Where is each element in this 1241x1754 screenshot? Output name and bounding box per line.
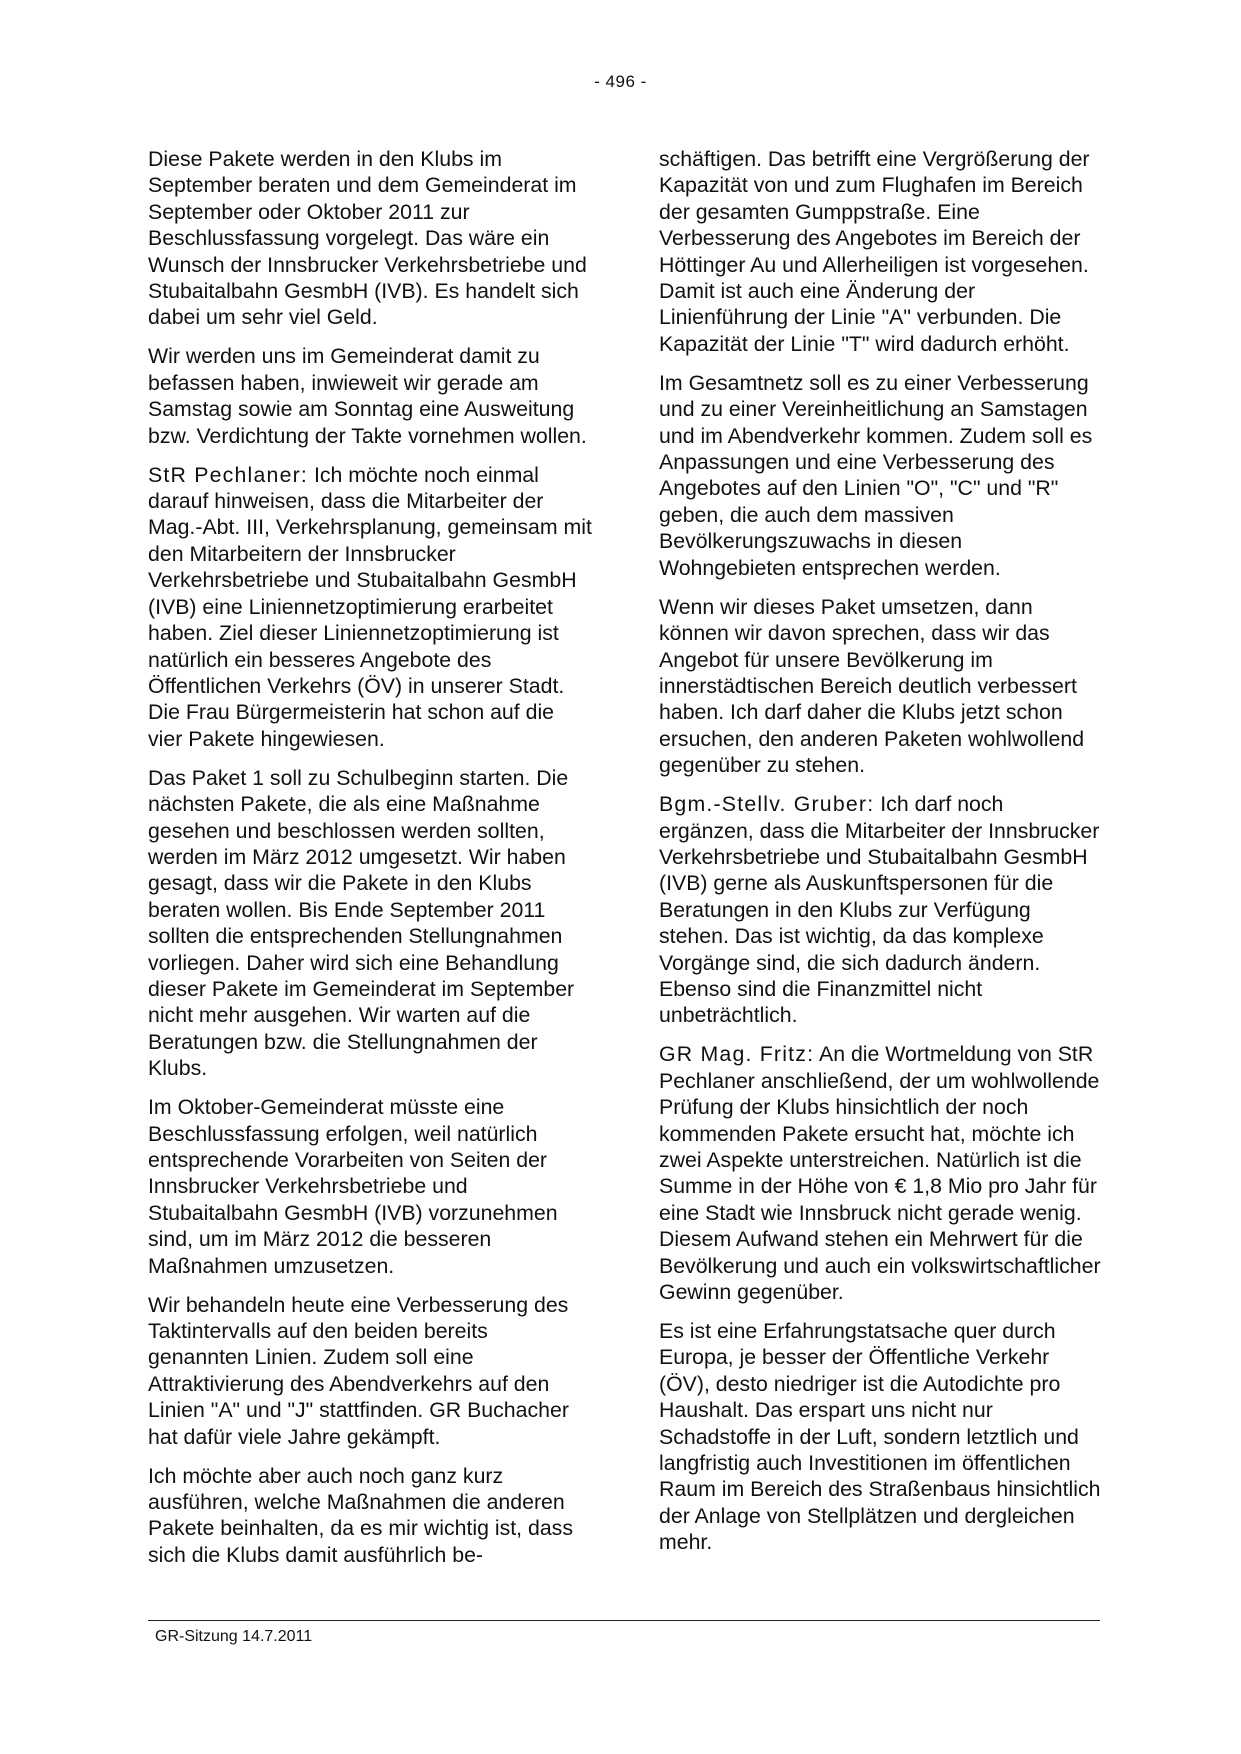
paragraph: Wir werden uns im Gemeinderat damit zu befassen haben, inwieweit wir gerade am Samstag sowie am Sonntag eine Ausweitung bzw. Verdichtung der Takte vornehmen wollen. — [148, 344, 587, 448]
footer-session-label: GR-Sitzung 14.7.2011 — [155, 1628, 313, 1645]
paragraph: Das Paket 1 soll zu Schulbeginn starten. Die nächsten Pakete, die als eine Maßnahme gesehen und beschlossen werden sollten, werden im März 2012 umgesetzt. Wir haben gesagt, dass wir die Pakete in den Klubs beraten wollen. Bis Ende September 2011 sollten die entsprechenden Stellungnahmen vorliegen. Daher wird sich eine Behandlung dieser Pakete im Gemeinderat im September nicht mehr ausgehen. Wir warten auf die Beratungen bzw. die Stellungnahmen der Klubs. — [148, 765, 575, 1081]
paragraph: Im Oktober-Gemeinderat müsste eine Beschlussfassung erfolgen, weil natürlich entsprechende Vorarbeiten von Seiten der Innsbrucker Verkehrsbetriebe und Stubaitalbahn GesmbH (IVB) vorzunehmen sind, um im März 2012 die besseren Maßnahmen umzusetzen. — [148, 1095, 558, 1278]
right-column — [659, 146, 1103, 1568]
paragraph: Wenn wir dieses Paket umsetzen, dann können wir davon sprechen, dass wir das Angebot für unsere Bevölkerung im innerstädtischen Bereich deutlich verbessert haben. Ich darf daher die Klubs jetzt schon ersuchen, den anderen Paketen wohlwollend gegenüber zu stehen. — [659, 594, 1085, 778]
paragraph — [659, 1041, 1103, 1305]
paragraph: schäftigen. Das betrifft eine Vergrößerung der Kapazität von und zum Flughafen im Bereich der gesamten Gumppstraße. Eine Verbesserung des Angebotes im Bereich der Höttinger Au und Allerheiligen ist vorgesehen. Damit ist auch eine Änderung der Linienführung der Linie "A" verbunden. Die Kapazität der Linie "T" wird dadurch erhöht. — [659, 147, 1090, 356]
paragraph: Diese Pakete werden in den Klubs im September beraten und dem Gemeinderat im September oder Oktober 2011 zur Beschlussfassung vorgelegt. Das wäre ein Wunsch der Innsbrucker Verkehrsbetriebe und Stubaitalbahn GesmbH (IVB). Es handelt sich dabei um sehr viel Geld. — [148, 147, 587, 330]
paragraph: Im Gesamtnetz soll es zu einer Verbesserung und zu einer Vereinheitlichung an Samstagen und im Abendverkehr kommen. Zudem soll es Anpassungen und eine Verbesserung des Angebotes auf den Linien "O", "C" und "R" geben, die auch dem massiven Bevölkerungszuwachs in diesen Wohngebieten entsprechen werden. — [659, 370, 1093, 580]
speech-text: An die Wortmeldung von StR Pechlaner anschließend, der um wohlwollende Prüfung der Klubs hinsichtlich der noch kommenden Pakete ersucht hat, möchte ich zwei Aspekte unterstreichen. Natürlich ist die Summe in der Höhe von € 1,8 Mio pro Jahr für eine Stadt wie Innsbruck nicht gerade wenig. Diesem Aufwand stehen ein Mehrwert für die Bevölkerung und auch ein volkswirtschaftlicher Gewinn gegenüber. — [659, 1042, 1101, 1305]
speech-text: Ich darf noch ergänzen, dass die Mitarbeiter der Innsbrucker Verkehrsbetriebe und Stubaitalbahn GesmbH (IVB) gerne als Auskunftspersonen für die Beratungen in den Klubs zur Verfügung stehen. Das ist wichtig, da das komplexe Vorgänge sind, die sich dadurch ändern. Ebenso sind die Finanzmittel nicht unbeträchtlich. — [659, 792, 1100, 1028]
paragraph — [659, 791, 1103, 1029]
paragraph: Es ist eine Erfahrungstatsache quer durch Europa, je besser der Öffentliche Verkehr (ÖV), desto niedriger ist die Autodichte pro Haushalt. Das erspart uns nicht nur Schadstoffe in der Luft, sondern letztlich und langfristig auch Investitionen im öffentlichen Raum im Bereich des Straßenbaus hinsichtlich der Anlage von Stellplätzen und dergleichen mehr. — [659, 1319, 1101, 1555]
speaker-name: Bgm.-Stellv. Gruber: — [659, 792, 875, 817]
paragraph: Wir behandeln heute eine Verbesserung des Taktintervalls auf den beiden bereits genannten Linien. Zudem soll eine Attraktivierung des Abendverkehrs auf den Linien "A" und "J" stattfinden. GR Buchacher hat dafür viele Jahre gekämpft. — [148, 1292, 569, 1449]
paragraph — [148, 462, 592, 752]
paragraph: Ich möchte aber auch noch ganz kurz ausführen, welche Maßnahmen die anderen Pakete beinhalten, da es mir wichtig ist, dass sich die Klubs damit ausführlich be- — [148, 1463, 573, 1567]
footer-divider — [148, 1620, 1100, 1621]
speaker-name: StR Pechlaner: — [148, 462, 309, 487]
page-number: - 496 - — [594, 72, 647, 91]
speech-text: Ich möchte noch einmal darauf hinweisen, dass die Mitarbeiter der Mag.-Abt. III, Verkehrsplanung, gemeinsam mit den Mitarbeitern der Innsbrucker Verkehrsbetriebe und Stubaitalbahn GesmbH (IVB) eine Liniennetzoptimierung erarbeitet haben. Ziel dieser Liniennetzoptimierung ist natürlich ein besseres Angebote des Öffentlichen Verkehrs (ÖV) in unserer Stadt. Die Frau Bürgermeisterin hat schon auf die vier Pakete hingewiesen. — [148, 462, 592, 751]
speaker-name: GR Mag. Fritz: — [659, 1042, 815, 1067]
left-column — [148, 146, 592, 1581]
